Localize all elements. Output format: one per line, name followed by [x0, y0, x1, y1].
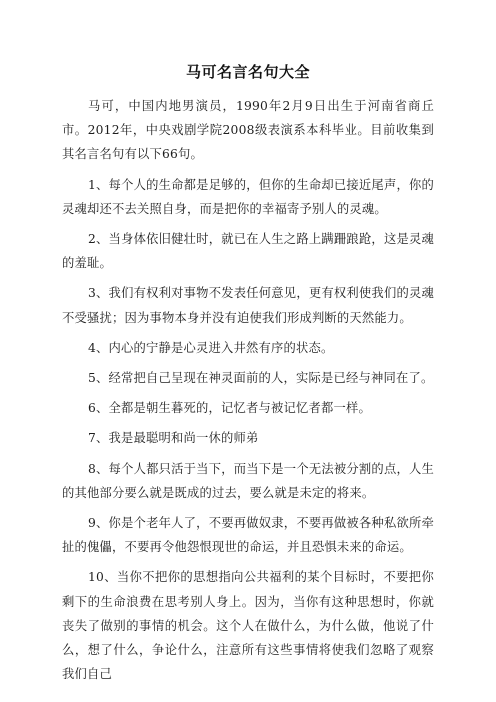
quote-paragraph-9: 9、你是个老年人了，不要再做奴隶，不要再做被各种私欲所牵扯的傀儡，不要再令他怨恨现世的命运，并且恐惧未来的命运。: [62, 516, 434, 555]
quote-paragraph-8: 8、每个人都只活于当下，而当下是一个无法被分割的点，人生的其他部分要么就是既成的过去，要么就是未定的将来。: [62, 461, 434, 500]
quote-paragraph-1: 1、每个人的生命都是足够的，但你的生命却已接近尾声，你的灵魂却还不去关照自身，而是把你的幸福寄予别人的灵魂。: [62, 177, 434, 216]
quote-paragraph-7: 7、我是最聪明和尚一休的师弟: [88, 431, 259, 446]
quote-paragraph-3: 3、我们有权利对事物不发表任何意见，更有权利使我们的灵魂不受骚扰；因为事物本身并没有迫使我们形成判断的天然能力。: [62, 286, 434, 325]
intro-paragraph: 马可，中国内地男演员，1990年2月9日出生于河南省商丘市。2012年，中央戏剧学院2008级表演系本科毕业。目前收集到其名言名句有以下66句。: [62, 99, 434, 162]
quote-paragraph-4: 4、内心的宁静是心灵进入井然有序的状态。: [88, 340, 334, 355]
quote-paragraph-10: 10、当你不把你的思想指向公共福利的某个目标时，不要把你剩下的生命浪费在思考别人身上。因为，当你有这种思想时，你就丧失了做别的事情的机会。这个人在做什么，为什么做，他说了什么，想了什么，争论什么，注意所有这些事情将使我们忽略了观察我们自己: [62, 570, 434, 682]
document-title: 马可名言名句大全: [185, 63, 310, 81]
quote-paragraph-2: 2、当身体依旧健壮时，就已在人生之路上蹒跚踉跄，这是灵魂的羞耻。: [62, 232, 434, 271]
quote-paragraph-5: 5、经常把自己呈现在神灵面前的人，实际是已经与神同在了。: [88, 371, 434, 386]
quote-paragraph-6: 6、全都是朝生暮死的，记忆者与被记忆者都一样。: [88, 401, 371, 416]
document-body: [62, 94, 434, 692]
